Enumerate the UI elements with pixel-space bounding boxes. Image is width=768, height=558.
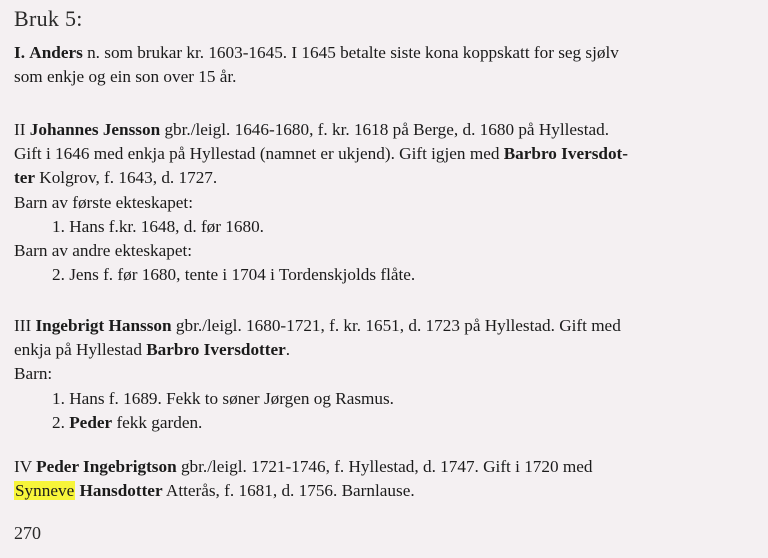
entry-text: . bbox=[285, 340, 291, 360]
children-label: Barn av første ekteskapet: bbox=[14, 192, 193, 212]
highlighted-name: Synneve bbox=[15, 481, 75, 501]
entry-text: gbr./leigl. 1646-1680, f. kr. 1618 på Berge, d. 1680 på Hyllestad. bbox=[160, 120, 610, 139]
children-label: Barn: bbox=[14, 364, 53, 384]
person-name: Peder Ingebrigtson bbox=[36, 457, 177, 476]
entry-text: gbr./leigl. 1721-1746, f. Hyllestad, d. 1747. Gift i 1720 med bbox=[176, 457, 593, 476]
roman-numeral: IV bbox=[14, 457, 37, 476]
entry-anders bbox=[14, 41, 756, 89]
item-number: 2. bbox=[52, 412, 70, 432]
entry-line bbox=[14, 142, 756, 166]
person-name: Peder bbox=[69, 412, 113, 432]
children-label: Barn av andre ekteskapet: bbox=[14, 241, 193, 261]
person-name: Johannes Jensson bbox=[29, 120, 161, 139]
page-number: 270 bbox=[14, 523, 41, 543]
entry-line bbox=[14, 166, 756, 190]
entry-text: Gift i 1646 med enkja på Hyllestad (namnet er ukjend). Gift igjen med bbox=[14, 144, 504, 164]
person-name: Barbro Iversdot- bbox=[503, 144, 629, 164]
section-heading: Bruk 5: bbox=[14, 6, 83, 31]
entry-text: fekk garden. bbox=[112, 412, 203, 432]
roman-numeral: III bbox=[14, 316, 36, 335]
roman-numeral: II bbox=[14, 120, 30, 139]
entry-line bbox=[14, 118, 756, 142]
entry-ingebrigt-hansson bbox=[14, 314, 756, 435]
entry-johannes-jensson bbox=[14, 118, 756, 287]
person-name: Anders bbox=[29, 43, 83, 62]
entry-text: enkja på Hyllestad bbox=[14, 340, 147, 360]
child-item: 1. Hans f. 1689. Fekk to søner Jørgen og Rasmus. bbox=[52, 388, 394, 408]
person-name: Barbro Iversdotter bbox=[146, 340, 286, 360]
entry-line bbox=[14, 455, 756, 479]
entry-line bbox=[14, 338, 756, 362]
entry-line bbox=[14, 479, 756, 503]
entry-text: Atterås, f. 1681, d. 1756. Barnlause. bbox=[162, 481, 415, 501]
entry-text: gbr./leigl. 1680-1721, f. kr. 1651, d. 1723 på Hyllestad. Gift med bbox=[171, 316, 621, 335]
entry-line bbox=[14, 314, 756, 338]
person-name: Hansdotter bbox=[75, 481, 163, 501]
child-item: 2. Jens f. før 1680, tente i 1704 i Tordenskjolds flåte. bbox=[52, 265, 416, 285]
entry-line: som enkje og ein son over 15 år. bbox=[14, 67, 237, 87]
entry-text: Kolgrov, f. 1643, d. 1727. bbox=[34, 168, 218, 188]
entry-peder-ingebrigtson bbox=[14, 455, 756, 503]
entry-text: n. som brukar kr. 1603-1645. I 1645 betalte siste kona koppskatt for seg sjølv bbox=[82, 43, 619, 62]
roman-numeral: I. bbox=[14, 43, 25, 62]
child-item: 1. Hans f.kr. 1648, d. før 1680. bbox=[52, 216, 264, 236]
person-name: Ingebrigt Hansson bbox=[35, 316, 172, 335]
person-name: ter bbox=[14, 168, 35, 188]
entry-line bbox=[14, 41, 756, 65]
child-item bbox=[14, 411, 756, 435]
